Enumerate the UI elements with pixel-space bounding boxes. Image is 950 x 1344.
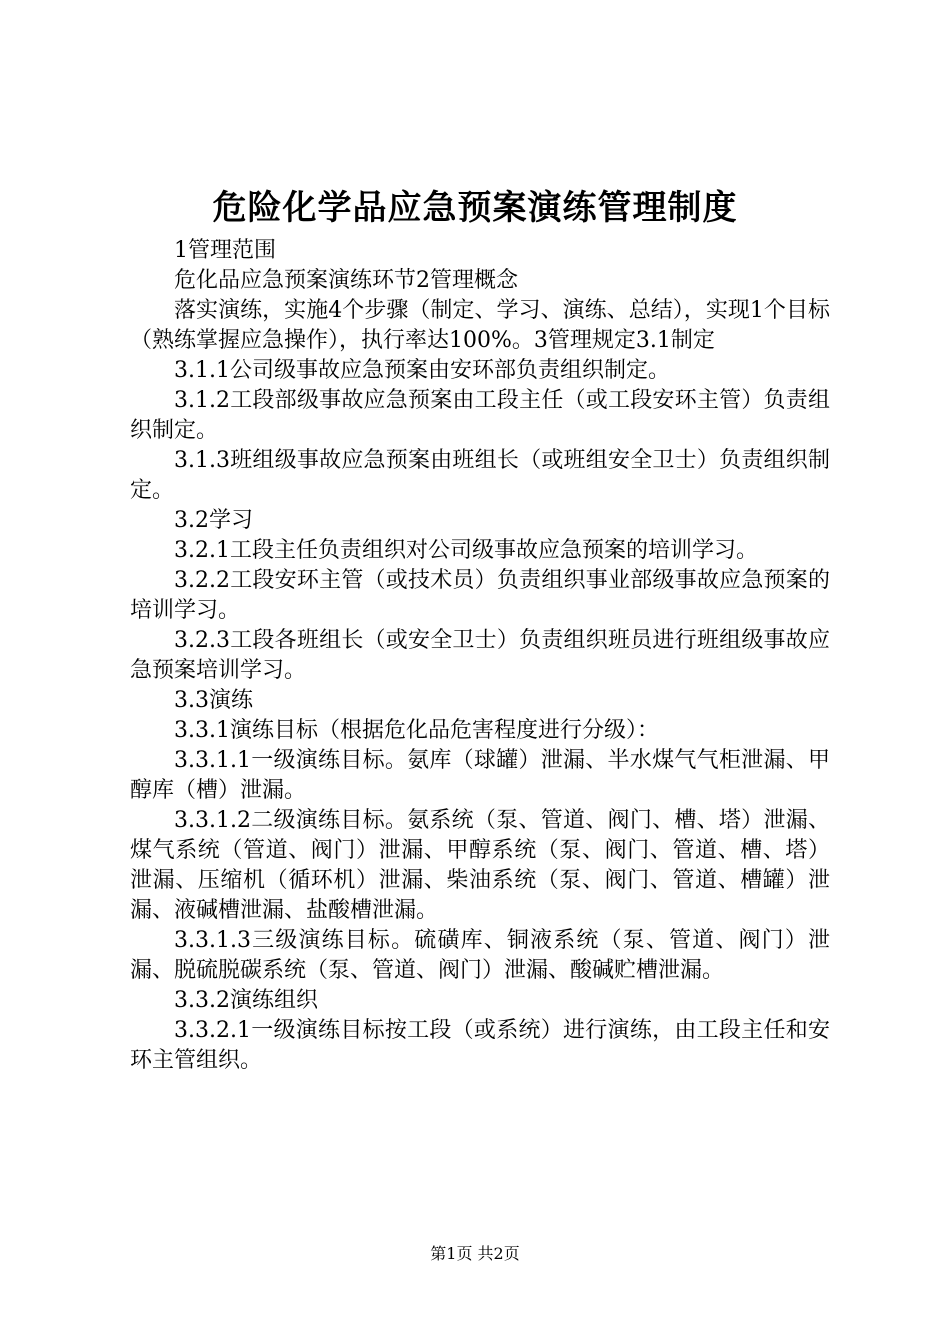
paragraph-3-3-1-1: 3.3.1.1一级演练目标。氨库（球罐）泄漏、半水煤气气柜泄漏、甲醇库（槽）泄漏。 bbox=[130, 748, 830, 803]
heading-3-3: 3.3演练 bbox=[174, 688, 253, 713]
paragraph-concept: 危化品应急预案演练环节2管理概念 bbox=[174, 268, 518, 293]
document-title: 危险化学品应急预案演练管理制度 bbox=[212, 188, 738, 228]
paragraph-3-2-1: 3.2.1工段主任负责组织对公司级事故应急预案的培训学习。 bbox=[174, 538, 758, 563]
paragraph-3-2-2: 3.2.2工段安环主管（或技术员）负责组织事业部级事故应急预案的培训学习。 bbox=[130, 568, 830, 623]
paragraph-3-2-3: 3.2.3工段各班组长（或安全卫士）负责组织班员进行班组级事故应急预案培训学习。 bbox=[130, 628, 830, 683]
paragraph-3-3-1: 3.3.1演练目标（根据危化品危害程度进行分级）： bbox=[174, 718, 659, 743]
paragraph-3-1-3: 3.1.3班组级事故应急预案由班组长（或班组安全卫士）负责组织制定。 bbox=[130, 448, 830, 503]
heading-3-3-2: 3.3.2演练组织 bbox=[174, 988, 318, 1013]
page-footer: 第1页 共2页 bbox=[430, 1244, 520, 1263]
heading-3-2: 3.2学习 bbox=[174, 508, 253, 533]
paragraph-3-3-1-2: 3.3.1.2二级演练目标。氨系统（泵、管道、阀门、槽、塔）泄漏、煤气系统（管道、阀门）泄漏、甲醇系统（泵、阀门、管道、槽、塔）泄漏、压缩机（循环机）泄漏、柴油系统（泵、阀门、管道、槽罐）泄漏、液碱槽泄漏、盐酸槽泄漏。 bbox=[130, 808, 830, 923]
paragraph-3-3-2-1: 3.3.2.1一级演练目标按工段（或系统）进行演练，由工段主任和安环主管组织。 bbox=[130, 1018, 830, 1073]
paragraph-3-3-1-3: 3.3.1.3三级演练目标。硫磺库、铜液系统（泵、管道、阀门）泄漏、脱硫脱碳系统（泵、管道、阀门）泄漏、酸碱贮槽泄漏。 bbox=[130, 928, 830, 983]
paragraph-scope: 1管理范围 bbox=[174, 238, 276, 263]
paragraph-3-1-2: 3.1.2工段部级事故应急预案由工段主任（或工段安环主管）负责组织制定。 bbox=[130, 388, 830, 443]
document-body bbox=[130, 236, 830, 1076]
paragraph-implementation: 落实演练，实施4个步骤（制定、学习、演练、总结），实现1个目标（熟练掌握应急操作），执行率达100%。3管理规定3.1制定 bbox=[130, 298, 830, 353]
paragraph-3-1-1: 3.1.1公司级事故应急预案由安环部负责组织制定。 bbox=[174, 358, 670, 383]
